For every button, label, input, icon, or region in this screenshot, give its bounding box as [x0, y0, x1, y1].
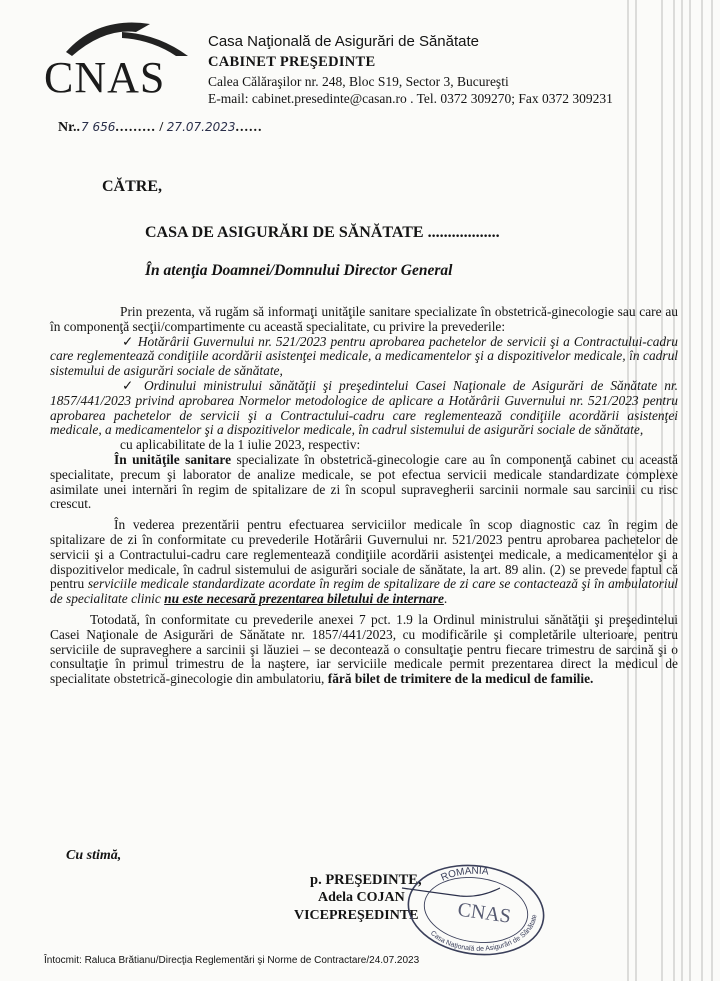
- official-stamp: [400, 858, 550, 958]
- to-label: CĂTRE,: [102, 178, 163, 195]
- paragraph-units: [50, 453, 678, 512]
- paragraph-presentation: În vederea prezentării pentru efectuarea serviciilor medicale în scop diagnostic caz în regim de spitalizare de zi în conformitate cu prevederile Hotărârii Guvernului nr. 521/2023 pentru aprobarea pachetelor de servicii şi a Contractului-cadru care reglementează condiţiile acordării asistenţei medicale, a medicamentelor şi a dispozitivelor medicale, în cadrul sistemului de asigurări sociale de sănătate, la art. 89 alin. (2) se prevede faptul că pentru serviciile medicale standardizate acordate în regim de spitalizare de zi care se contactează şi în ambulatoriul de specialitate clinic nu este necesară prezentarea biletului de internare.: [50, 517, 678, 607]
- bullet-hg: [50, 335, 678, 379]
- signature-stroke: [402, 888, 500, 896]
- paragraph-presentation-italic: serviciile medicale standardizate acordate în regim de spitalizare de zi care se contactează şi în ambulatoriul de specialitate clinic: [50, 576, 678, 607]
- paragraph-presentation-text: În vederea prezentării pentru efectuarea serviciilor medicale în scop diagnostic caz în regim de spitalizare de zi în conformitate cu prevederile Hotărârii Guvernului nr. 521/2023 pentru aprobarea pachetelor de servicii şi a Contractului-cadru care reglementează condiţiile acordării asistenţei medicale, a medicamentelor şi a dispozitivelor medicale, în cadrul sistemului de asigurări sociale de sănătate, la art. 89 alin. (2) se prevede faptul că pentru: [50, 517, 678, 592]
- registration-label: Nr.: [58, 120, 77, 135]
- institution-name: Casa Naţională de Asigurări de Sănătate: [208, 33, 480, 50]
- paragraph-presentation-emphasis: nu este necesară prezentarea biletului de internare: [164, 591, 444, 607]
- checkmark-icon: ✓: [122, 377, 144, 393]
- registration-separator: /: [159, 120, 164, 135]
- cnas-logo: [38, 18, 198, 102]
- cabinet-name: CABINET PREŞEDINTE: [208, 54, 376, 70]
- attention-line: În atenţia Doamnei/Domnului Director General: [145, 262, 453, 279]
- bullet-order-text: Ordinului ministrului sănătăţii şi preşedintelui Casei Naţionale de Asigurări de Sănătate nr. 1857/441/2023 privind aprobarea Normelor metodologice de aplicare a Hotărârii Guvernului nr. 521/2023 pentru aprobarea pachetelor de servicii şi a Contractului-cadru care reglementează condiţiile acordării asistenţei medicale, a medicamentelor şi a dispozitivelor medicale, în cadrul sistemului de asigurări sociale de sănătate,: [50, 377, 678, 438]
- paragraph-moreover: [50, 613, 678, 687]
- signatory-title: p. PREŞEDINTE,: [310, 872, 422, 888]
- applicability: cu aplicabilitate de la 1 iulie 2023, respectiv:: [120, 437, 361, 453]
- stamp-center-text: CNAS: [456, 898, 513, 928]
- signatory-role: VICEPREŞEDINTE: [294, 908, 419, 923]
- regards: Cu stimă,: [66, 848, 122, 863]
- stamp-top-text: ROMANIA: [439, 865, 490, 884]
- bullet-hg-text: Hotărârii Guvernului nr. 521/2023 pentru aprobarea pachetelor de servicii şi a Contractului-cadru care reglementează condiţiile acordării asistenţei medicale, a medicamentelor şi a dispozitivelor medicale, în cadrul sistemului de asigurări sociale de sănătate,: [50, 333, 678, 379]
- recipient: CASA DE ASIGURĂRI DE SĂNĂTATE ..................: [145, 224, 500, 241]
- signatory-name: Adela COJAN: [318, 890, 405, 905]
- prepared-by: Întocmit: Raluca Brătianu/Direcţia Reglementări şi Norme de Contractare/24.07.2023: [44, 955, 420, 966]
- paragraph-moreover-text: Totodată, în conformitate cu prevederile anexei 7 pct. 1.9 la Ordinul ministrului sănătăţii şi preşedintelui Casei Naţionale de Asigurări de Sănătate nr. 1857/441/2023, cu modificările şi completările ulterioare, pentru serviciile de supraveghere a sarcinii şi lăuziei – se decontează o consultaţie pentru fiecare trimestru de sarcină şi o consultaţie în primul trimestru de la naştere, iar serviciile medicale permit prezentarea direct la medicul de specialitate obstetrică-ginecologie din ambulatoriu,: [50, 611, 678, 687]
- paragraph-units-text: specializate în obstetrică-ginecologie care au în componenţă cabinet cu această specialitate, precum şi laborator de analize medicale, se pot efectua servicii medicale standardizate complexe asimilate unei internări în regim de spitalizare de zi în scopul supravegherii sarcinii normale sau sarcinii cu risc crescut.: [50, 451, 678, 512]
- registration-handwritten-date: 27.07.2023: [166, 120, 236, 134]
- checkmark-icon: ✓: [122, 333, 138, 349]
- address: Calea Călăraşilor nr. 248, Bloc S19, Sector 3, Bucureşti: [208, 74, 509, 89]
- contact-line: E-mail: cabinet.presedinte@casan.ro . Tel. 0372 309270; Fax 0372 309231: [208, 91, 613, 106]
- letter-body: [50, 305, 678, 687]
- paragraph-moreover-bold: fără bilet de trimitere de la medicul de familie.: [327, 671, 594, 687]
- paragraph-intro: Prin prezenta, vă rugăm să informaţi unităţile sanitare specializate în obstetrică-ginecologie sau care au în componenţă secţii/compartimente cu această specialitate, cu privire la prevederile:: [50, 304, 678, 334]
- paragraph-units-bold: În unităţile sanitare: [114, 451, 232, 467]
- registration-handwritten-number: 7 656: [81, 120, 116, 134]
- logo-text: CNAS: [44, 53, 166, 102]
- bullet-order: [50, 379, 678, 438]
- stamp-bottom-text: Casa Naţională de Asigurări de Sănătate: [428, 914, 539, 953]
- registration-number: Nr..7 656......... / 27.07.2023......: [58, 120, 263, 135]
